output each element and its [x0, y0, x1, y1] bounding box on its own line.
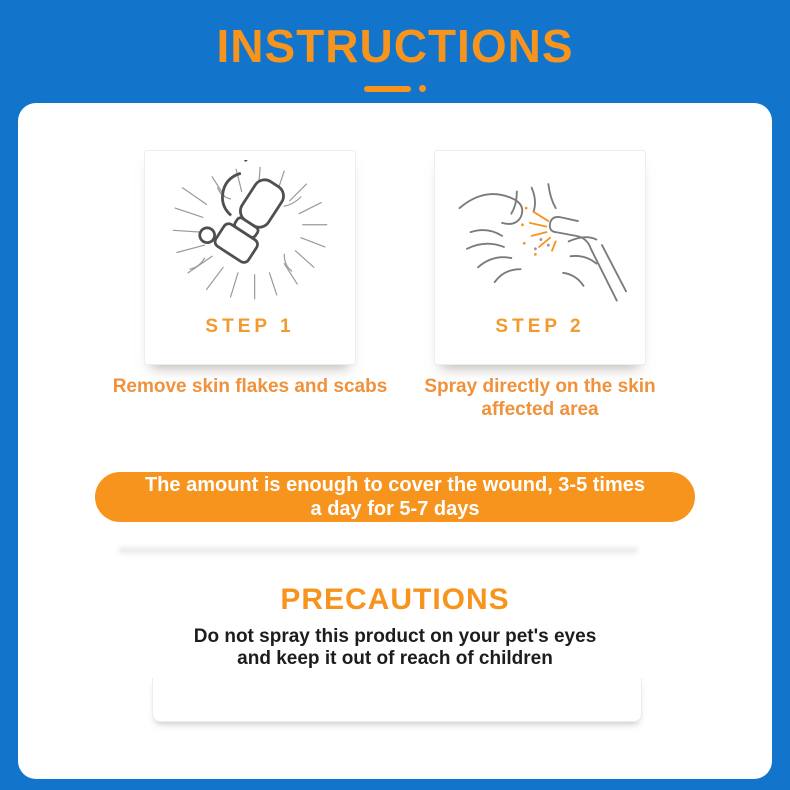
step-1-label: STEP 1 [205, 316, 295, 337]
step-2-caption [400, 375, 680, 421]
hand-spraying-on-skin-sketch-icon [447, 160, 633, 308]
precautions-line-2: and keep it out of reach of children [237, 648, 553, 669]
step-1-caption [110, 375, 390, 421]
precautions-heading: PRECAUTIONS [280, 583, 510, 616]
step-2-caption-line-2: affected area [481, 399, 599, 420]
dosage-banner [95, 472, 695, 522]
precautions-body [18, 626, 772, 670]
clipper-trimming-fur-sketch-icon [157, 160, 343, 308]
faded-shadow-line [118, 547, 638, 554]
title-underline [0, 85, 790, 92]
step-2-box [434, 150, 646, 365]
title-underline-bar [364, 86, 411, 92]
faded-empty-panel [152, 678, 642, 722]
step-2-label: STEP 2 [495, 316, 585, 337]
steps-row [18, 150, 772, 365]
precautions-section [18, 583, 772, 670]
step-1-caption-line-1: Remove skin flakes and scabs [112, 376, 388, 397]
precautions-line-1: Do not spray this product on your pet's eyes [193, 626, 597, 647]
page-title: INSTRUCTIONS [216, 20, 574, 72]
step-2-caption-line-1: Spray directly on the skin [424, 376, 656, 397]
dosage-banner-line-1: The amount is enough to cover the wound, 3-5 times [144, 474, 646, 496]
poster-header [0, 0, 790, 92]
step-captions-row [110, 375, 680, 421]
title-underline-dot [419, 85, 426, 92]
dosage-banner-line-2: a day for 5-7 days [310, 498, 480, 520]
content-card [18, 103, 772, 779]
step-1-box [144, 150, 356, 365]
